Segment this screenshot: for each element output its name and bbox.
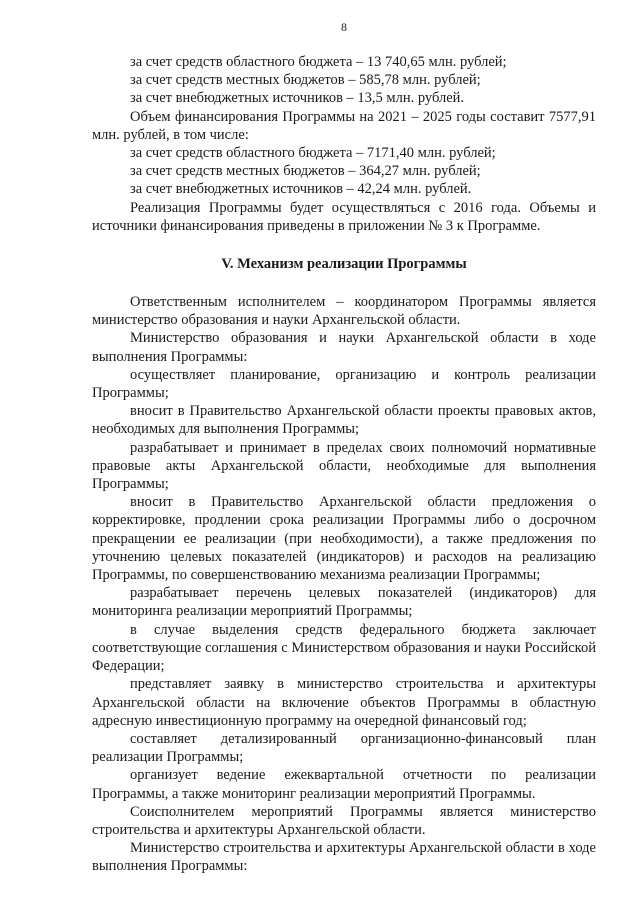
paragraph: за счет средств местных бюджетов – 585,78 млн. рублей;: [130, 72, 481, 89]
mechanism-section: [92, 293, 596, 876]
paragraph: разрабатывает и принимает в пределах своих полномочий нормативные правовые акты Архангельской области, необходимые для выполнения Программы;: [92, 439, 596, 493]
funding-section: [92, 53, 596, 235]
paragraph: Министерство строительства и архитектуры Архангельской области в ходе выполнения Программы:: [92, 840, 596, 875]
paragraph: Ответственным исполнителем – координатором Программы является министерство образования и науки Архангельской области.: [92, 294, 596, 329]
page-number: 8: [341, 20, 347, 34]
paragraph: Объем финансирования Программы на 2021 – 2025 годы составит 7577,91 млн. рублей, в том числе:: [92, 108, 596, 143]
paragraph: за счет внебюджетных источников – 42,24 млн. рублей.: [130, 181, 472, 198]
paragraph: за счет средств областного бюджета – 13 740,65 млн. рублей;: [130, 54, 507, 70]
section-heading: V. Механизм реализации Программы: [221, 256, 467, 273]
paragraph: вносит в Правительство Архангельской области предложения о корректировке, продлении срока реализации Программы либо о досрочном прекращении ее реализации (при необходимости), а также предложения по уточнению целевых показателей (индикаторов) и расходов на реализацию Программы, по совершенствованию механизма реализации Программы;: [92, 494, 596, 584]
paragraph: осуществляет планирование, организацию и контроль реализации Программы;: [92, 366, 596, 402]
paragraph: за счет средств местных бюджетов – 364,27 млн. рублей;: [130, 163, 481, 180]
paragraph: вносит в Правительство Архангельской области проекты правовых актов, необходимых для выполнения Программы;: [92, 403, 596, 438]
paragraph: составляет детализированный организационно-финансовый план реализации Программы;: [92, 730, 596, 766]
paragraph: за счет средств областного бюджета – 7171,40 млн. рублей;: [130, 145, 496, 162]
paragraph: Соисполнителем мероприятий Программы является министерство строительства и архитектуры Архангельской области.: [92, 803, 596, 838]
paragraph: организует ведение ежеквартальной отчетности по реализации Программы, а также мониторинг реализации мероприятий Программы.: [92, 767, 596, 802]
paragraph: в случае выделения средств федерального бюджета заключает соответствующие соглашения с Министерством образования и науки Российской Федерации;: [92, 621, 596, 675]
paragraph: Министерство образования и науки Архангельской области в ходе выполнения Программы:: [92, 330, 596, 365]
paragraph: Реализация Программы будет осуществляться с 2016 года. Объемы и источники финансирования приведены в приложении № 3 к Программе.: [92, 199, 596, 234]
paragraph: разрабатывает перечень целевых показателей (индикаторов) для мониторинга реализации мероприятий Программы;: [92, 585, 596, 620]
paragraph: за счет внебюджетных источников – 13,5 млн. рублей.: [130, 90, 465, 107]
paragraph: представляет заявку в министерство строительства и архитектуры Архангельской области на включение объектов Программы в областную адресную инвестиционную программу на очередной финансовый год;: [92, 676, 596, 729]
